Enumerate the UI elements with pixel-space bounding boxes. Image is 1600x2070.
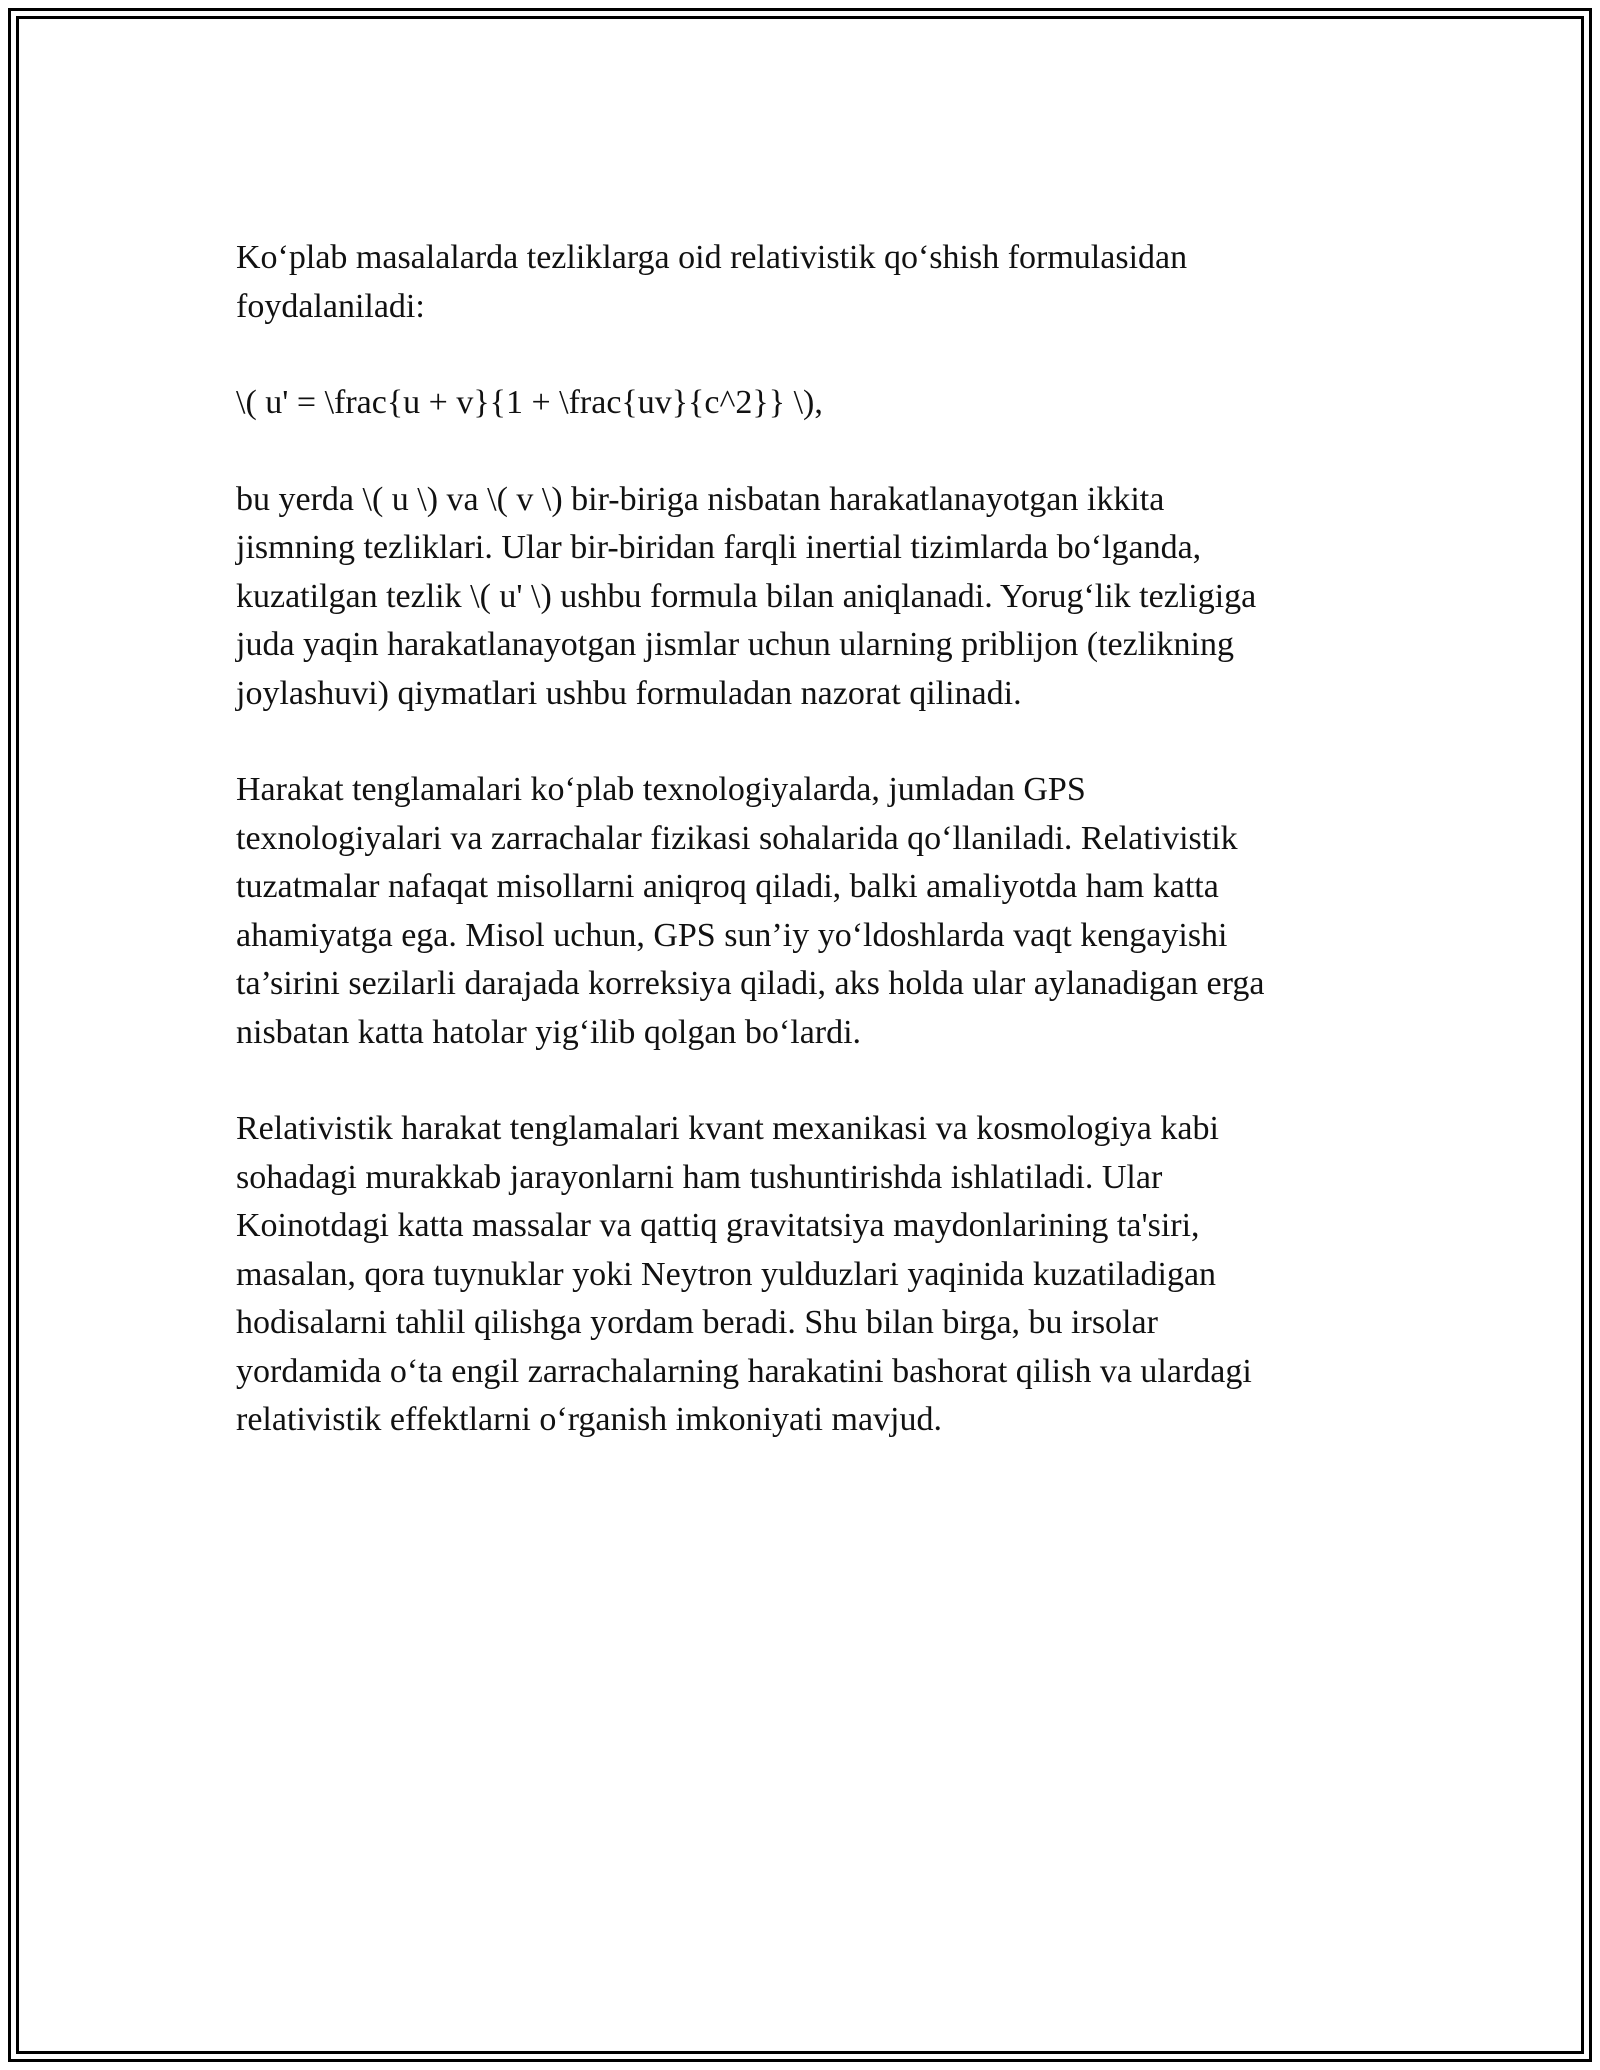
document-body bbox=[236, 234, 1366, 1493]
paragraph-explanation: bu yerda \( u \) va \( v \) bir-biriga nisbatan harakatlanayotgan ikkita jismning tezliklari. Ular bir-biridan farqli inertial tizimlarda bo‘lganda, kuzatilgan tezlik \( u' \) ushbu formula bilan aniqlanadi. Yorug‘lik tezligiga juda yaqin harakatlanayotgan jismlar uchun ularning priblijon (tezlikning joylashuvi) qiymatlari ushbu formuladan nazorat qilinadi. bbox=[236, 480, 1257, 712]
paragraph-cosmology: Relativistik harakat tenglamalari kvant mexanikasi va kosmologiya kabi sohadagi murakkab jarayonlarni ham tushuntirishda ishlatiladi. Ular Koinotdagi katta massalar va qattiq gravitatsiya maydonlarining ta'siri, masalan, qora tuynuklar yoki Neytron yulduzlari yaqinida kuzatiladigan hodisalarni tahlil qilishga yordam beradi. Shu bilan birga, bu irsolar yordamida o‘ta engil zarrachalarning harakatini bashorat qilish va ulardagi relativistik effektlarni o‘rganish imkoniyati mavjud. bbox=[236, 1110, 1252, 1438]
paragraph-applications: Harakat tenglamalari ko‘plab texnologiyalarda, jumladan GPS texnologiyalari va zarrachalar fizikasi sohalarida qo‘llaniladi. Relativistik tuzatmalar nafaqat misollarni aniqroq qiladi, balki amaliyotda ham katta ahamiyatga ega. Misol uchun, GPS sun’iy yo‘ldoshlarda vaqt kengayishi ta’sirini sezilarli darajada korreksiya qiladi, aks holda ular aylanadigan erga nisbatan katta hatolar yig‘ilib qolgan bo‘lardi. bbox=[236, 771, 1265, 1051]
paragraph-intro: Ko‘plab masalalarda tezliklarga oid relativistik qo‘shish formulasidan foydalaniladi: bbox=[236, 239, 1188, 325]
formula-line: \( u' = \frac{u + v}{1 + \frac{uv}{c^2}} \), bbox=[236, 384, 823, 421]
